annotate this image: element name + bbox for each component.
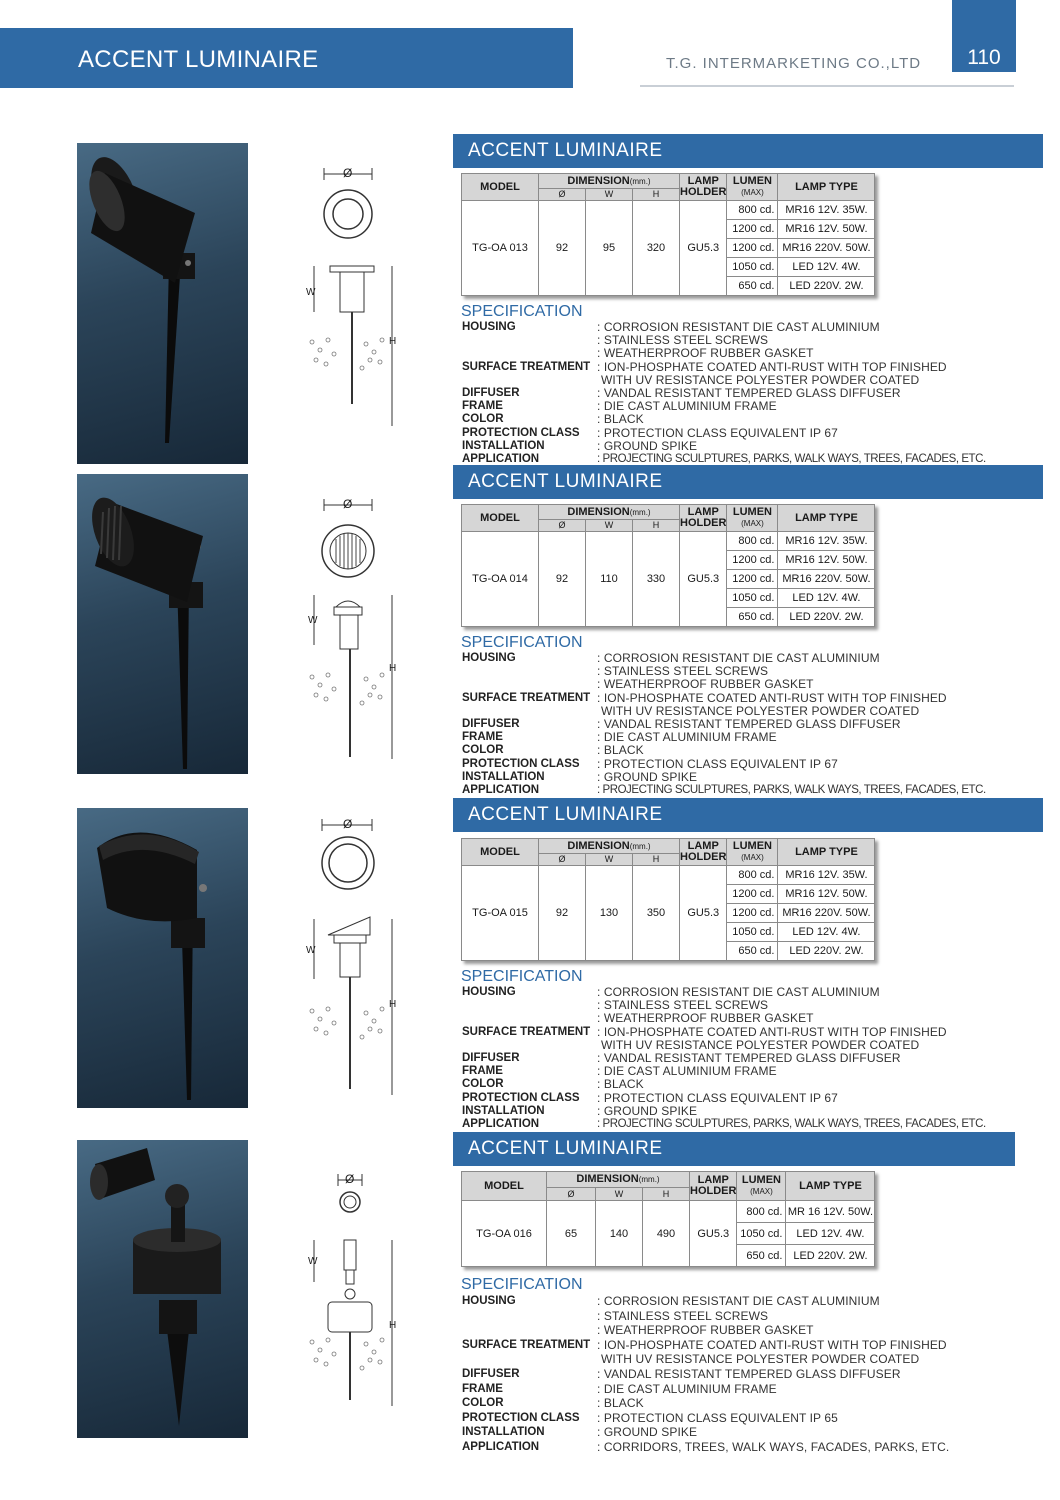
cell-lumen: 1200 cd.	[727, 570, 778, 589]
col-lumen	[727, 505, 778, 532]
spec-value-housing: : CORROSION RESISTANT DIE CAST ALUMINIUM	[597, 985, 880, 999]
spec-label-installation: INSTALLATION	[462, 439, 545, 452]
spec-label-diffuser: DIFFUSER	[462, 1367, 520, 1380]
section-title: ACCENT LUMINAIRE	[453, 1132, 1015, 1166]
col-model: MODEL	[462, 505, 539, 532]
col-h: H	[633, 854, 680, 866]
spec-value-housing: : CORROSION RESISTANT DIE CAST ALUMINIUM	[597, 651, 880, 665]
product-photo-tg-oa-013	[77, 143, 248, 464]
spec-value-application: : PROJECTING SCULPTURES, PARKS, WALK WAYS, TREES, FACADES, ETC.	[597, 784, 986, 797]
spec-label-color: COLOR	[462, 744, 504, 757]
cell-lamp-type: LED 12V. 4W.	[778, 923, 875, 942]
spec-value-surface-2: WITH UV RESISTANCE POLYESTER POWDER COATED	[601, 703, 920, 718]
cell-lamp-type: LED 220V. 2W.	[786, 1245, 875, 1267]
spec-value-diffuser: : VANDAL RESISTANT TEMPERED GLASS DIFFUSER	[597, 1051, 901, 1066]
diagram-label-dia: Ø	[345, 1172, 355, 1186]
spec-label-application: APPLICATION	[462, 784, 540, 797]
col-w: W	[586, 854, 633, 866]
col-lamp-holder-1: LAMP	[687, 840, 719, 852]
col-lamp-holder-2: HOLDER	[680, 186, 727, 198]
specification-list	[462, 652, 1043, 797]
cell-lamp-type: MR16 12V. 50W.	[778, 551, 875, 570]
cell-lumen: 1050 cd.	[727, 923, 778, 942]
spec-label-surface: SURFACE TREATMENT	[462, 691, 591, 704]
col-lamp-holder-2: HOLDER	[680, 517, 727, 529]
cell-model: TG-OA 013	[462, 201, 539, 296]
col-dimension	[539, 505, 680, 520]
cell-lumen: 1050 cd.	[727, 258, 778, 277]
col-lamp-holder	[680, 174, 727, 201]
spec-label-housing: HOUSING	[462, 321, 516, 333]
diagram-label-w: W	[306, 945, 316, 956]
col-dimension-label: DIMENSION	[567, 839, 630, 852]
cell-lamp-type: MR16 12V. 35W.	[778, 866, 875, 885]
spec-value-surface: : ION-PHOSPHATE COATED ANTI-RUST WITH TOP FINISHED	[597, 1337, 947, 1352]
cell-h: 330	[633, 532, 680, 627]
product-section-tg-oa-014	[453, 465, 1043, 797]
spec-value-screws: : STAINLESS STEEL SCREWS	[597, 333, 769, 348]
diagram-label-h: H	[389, 663, 397, 674]
spec-label-surface: SURFACE TREATMENT	[462, 1025, 591, 1038]
spec-value-diffuser: : VANDAL RESISTANT TEMPERED GLASS DIFFUSER	[597, 1366, 901, 1381]
cell-lumen: 650 cd.	[727, 942, 778, 961]
spec-table	[461, 838, 875, 961]
cell-lumen: 1200 cd.	[727, 551, 778, 570]
spec-label-frame: FRAME	[462, 1065, 503, 1078]
cell-lamp-type: MR16 220V. 50W.	[778, 239, 875, 258]
cell-holder: GU5.3	[680, 532, 727, 627]
col-lamp-holder-2: HOLDER	[680, 851, 727, 863]
cell-dia: 92	[539, 866, 586, 961]
spec-value-installation: : GROUND SPIKE	[597, 438, 698, 453]
cell-dia: 65	[547, 1201, 596, 1267]
spec-value-diffuser: : VANDAL RESISTANT TEMPERED GLASS DIFFUSER	[597, 386, 901, 401]
cell-lamp-type: LED 12V. 4W.	[778, 258, 875, 277]
product-section-tg-oa-016	[453, 1132, 1015, 1455]
cell-lumen: 1050 cd.	[737, 1223, 786, 1245]
product-photo-tg-oa-016	[77, 1140, 248, 1438]
col-dia: Ø	[539, 189, 586, 201]
col-w: W	[586, 520, 633, 532]
cell-w: 140	[596, 1201, 643, 1267]
spec-label-protection: PROTECTION CLASS	[462, 426, 580, 439]
col-dimension-label: DIMENSION	[576, 1173, 639, 1186]
col-lamp-type: LAMP TYPE	[778, 839, 875, 866]
spec-value-frame: : DIE CAST ALUMINIUM FRAME	[597, 399, 777, 414]
col-lumen-1: LUMEN	[741, 1174, 781, 1186]
cell-lamp-type: MR16 12V. 50W.	[778, 885, 875, 904]
spec-value-color: : BLACK	[597, 1077, 644, 1092]
col-lamp-holder	[690, 1172, 737, 1201]
spec-label-installation: INSTALLATION	[462, 770, 545, 783]
cell-dia: 92	[539, 532, 586, 627]
dimension-drawing-tg-oa-015	[300, 819, 410, 1097]
cell-h: 350	[633, 866, 680, 961]
spec-value-surface-2: WITH UV RESISTANCE POLYESTER POWDER COATED	[601, 1352, 920, 1367]
col-h: H	[633, 520, 680, 532]
spec-value-gasket: : WEATHERPROOF RUBBER GASKET	[597, 1011, 814, 1026]
col-model: MODEL	[462, 839, 539, 866]
dimension-drawing-tg-oa-013	[300, 164, 410, 429]
spec-label-surface: SURFACE TREATMENT	[462, 1338, 591, 1351]
col-lumen-1: LUMEN	[732, 175, 772, 187]
cell-lamp-type: LED 12V. 4W.	[786, 1223, 875, 1245]
page-number: 110	[967, 46, 1001, 69]
cell-lumen: 650 cd.	[727, 608, 778, 627]
spec-value-gasket: : WEATHERPROOF RUBBER GASKET	[597, 346, 814, 361]
col-dimension-label: DIMENSION	[567, 505, 630, 518]
diagram-label-dia: Ø	[343, 497, 353, 511]
cell-lamp-type: LED 220V. 2W.	[778, 277, 875, 296]
col-dia: Ø	[539, 854, 586, 866]
col-lamp-holder-2: HOLDER	[690, 1185, 737, 1197]
diagram-label-h: H	[389, 336, 397, 347]
spec-value-protection: : PROTECTION CLASS EQUIVALENT IP 67	[597, 756, 838, 771]
col-lamp-holder	[680, 505, 727, 532]
spec-value-screws: : STAINLESS STEEL SCREWS	[597, 664, 769, 679]
spec-label-frame: FRAME	[462, 731, 503, 744]
spec-label-application: APPLICATION	[462, 1118, 540, 1131]
cell-lumen: 1050 cd.	[727, 589, 778, 608]
section-title: ACCENT LUMINAIRE	[453, 465, 1043, 499]
col-lumen-1: LUMEN	[732, 840, 772, 852]
cell-lamp-type: MR16 12V. 50W.	[778, 220, 875, 239]
spec-label-color: COLOR	[462, 413, 504, 426]
spec-value-application: : PROJECTING SCULPTURES, PARKS, WALK WAYS, TREES, FACADES, ETC.	[597, 453, 986, 466]
spec-value-application: : CORRIDORS, TREES, WALK WAYS, FACADES, PARKS, ETC.	[597, 1439, 950, 1454]
col-lamp-holder	[680, 839, 727, 866]
col-dimension-unit: (mm.)	[629, 176, 651, 186]
col-model: MODEL	[462, 174, 539, 201]
col-dimension-unit: (mm.)	[629, 841, 651, 851]
spec-label-frame: FRAME	[462, 400, 503, 413]
col-dimension	[539, 839, 680, 854]
product-photo-tg-oa-014	[77, 474, 248, 774]
spec-label-installation: INSTALLATION	[462, 1426, 545, 1439]
col-dimension-label: DIMENSION	[567, 174, 630, 187]
cell-lamp-type: MR16 220V. 50W.	[778, 904, 875, 923]
col-dimension	[539, 174, 680, 189]
header-rule	[640, 85, 1014, 87]
cell-dia: 92	[539, 201, 586, 296]
page-number-tab	[952, 0, 1016, 72]
dimension-drawing-tg-oa-014	[300, 495, 410, 762]
spec-value-protection: : PROTECTION CLASS EQUIVALENT IP 65	[597, 1410, 838, 1425]
cell-lumen: 800 cd.	[737, 1201, 786, 1223]
col-dia: Ø	[539, 520, 586, 532]
spec-label-surface: SURFACE TREATMENT	[462, 360, 591, 373]
cell-model: TG-OA 016	[462, 1201, 547, 1267]
col-h: H	[643, 1188, 690, 1201]
product-section-tg-oa-015	[453, 798, 1043, 1131]
spec-value-housing: : CORROSION RESISTANT DIE CAST ALUMINIUM	[597, 320, 880, 334]
col-lamp-holder-1: LAMP	[687, 175, 719, 187]
cell-lamp-type: MR16 220V. 50W.	[778, 570, 875, 589]
col-lamp-type: LAMP TYPE	[778, 505, 875, 532]
spec-table	[461, 1171, 875, 1267]
col-model: MODEL	[462, 1172, 547, 1201]
cell-h: 490	[643, 1201, 690, 1267]
specification-list	[462, 1294, 1015, 1455]
col-dimension-unit: (mm.)	[629, 507, 651, 517]
col-w: W	[596, 1188, 643, 1201]
diagram-label-w: W	[306, 287, 316, 298]
specification-list	[462, 986, 1043, 1131]
spec-label-protection: PROTECTION CLASS	[462, 1411, 580, 1424]
cell-lumen: 800 cd.	[727, 532, 778, 551]
spec-label-housing: HOUSING	[462, 986, 516, 998]
diagram-label-dia: Ø	[343, 817, 353, 831]
col-lumen-2: (MAX)	[741, 188, 764, 197]
cell-lumen: 1200 cd.	[727, 885, 778, 904]
cell-lamp-type: LED 12V. 4W.	[778, 589, 875, 608]
diagram-label-h: H	[389, 999, 397, 1010]
spec-value-frame: : DIE CAST ALUMINIUM FRAME	[597, 730, 777, 745]
cell-h: 320	[633, 201, 680, 296]
cell-lumen: 1200 cd.	[727, 904, 778, 923]
col-lumen	[737, 1172, 786, 1201]
col-h: H	[633, 189, 680, 201]
spec-table	[461, 173, 875, 296]
spec-label-application: APPLICATION	[462, 1440, 540, 1453]
spec-label-installation: INSTALLATION	[462, 1104, 545, 1117]
cell-holder: GU5.3	[690, 1201, 737, 1267]
product-photo-tg-oa-015	[77, 808, 248, 1108]
spec-value-installation: : GROUND SPIKE	[597, 769, 698, 784]
spec-label-frame: FRAME	[462, 1382, 503, 1395]
cell-lumen: 650 cd.	[727, 277, 778, 296]
diagram-label-w: W	[308, 615, 318, 626]
spec-label-diffuser: DIFFUSER	[462, 387, 520, 400]
col-dimension	[547, 1172, 690, 1188]
diagram-label-w: W	[308, 1256, 318, 1267]
spec-value-frame: : DIE CAST ALUMINIUM FRAME	[597, 1381, 777, 1396]
col-w: W	[586, 189, 633, 201]
col-lumen-1: LUMEN	[732, 506, 772, 518]
spec-value-installation: : GROUND SPIKE	[597, 1103, 698, 1118]
spec-label-color: COLOR	[462, 1397, 504, 1410]
cell-holder: GU5.3	[680, 201, 727, 296]
cell-lamp-type: LED 220V. 2W.	[778, 608, 875, 627]
col-lamp-holder-1: LAMP	[697, 1174, 729, 1186]
spec-value-application: : PROJECTING SCULPTURES, PARKS, WALK WAYS, TREES, FACADES, ETC.	[597, 1118, 986, 1131]
col-lamp-holder-1: LAMP	[687, 506, 719, 518]
col-lumen-2: (MAX)	[750, 1187, 773, 1196]
specification-list	[462, 321, 1043, 466]
cell-lumen: 1200 cd.	[727, 220, 778, 239]
diagram-label-dia: Ø	[343, 166, 353, 180]
cell-model: TG-OA 014	[462, 532, 539, 627]
spec-value-gasket: : WEATHERPROOF RUBBER GASKET	[597, 677, 814, 692]
cell-model: TG-OA 015	[462, 866, 539, 961]
spec-value-color: : BLACK	[597, 743, 644, 758]
spec-label-housing: HOUSING	[462, 652, 516, 664]
spec-value-color: : BLACK	[597, 1396, 644, 1411]
col-lumen-2: (MAX)	[741, 853, 764, 862]
cell-lumen: 800 cd.	[727, 866, 778, 885]
cell-w: 130	[586, 866, 633, 961]
spec-label-protection: PROTECTION CLASS	[462, 1091, 580, 1104]
section-title: ACCENT LUMINAIRE	[453, 134, 1043, 168]
section-title: ACCENT LUMINAIRE	[453, 798, 1043, 832]
cell-lumen: 1200 cd.	[727, 239, 778, 258]
col-lumen	[727, 839, 778, 866]
spec-label-application: APPLICATION	[462, 453, 540, 466]
diagram-label-h: H	[389, 1320, 397, 1331]
cell-lamp-type: MR16 12V. 35W.	[778, 532, 875, 551]
cell-lamp-type: MR16 12V. 35W.	[778, 201, 875, 220]
page-title: ACCENT LUMINAIRE	[78, 46, 319, 73]
spec-table	[461, 504, 875, 627]
col-dimension-unit: (mm.)	[638, 1175, 660, 1185]
specification-heading: SPECIFICATION	[461, 303, 583, 320]
spec-value-surface: : ION-PHOSPHATE COATED ANTI-RUST WITH TOP FINISHED	[597, 690, 947, 705]
spec-label-color: COLOR	[462, 1078, 504, 1091]
spec-value-screws: : STAINLESS STEEL SCREWS	[597, 998, 769, 1013]
spec-label-housing: HOUSING	[462, 1295, 516, 1307]
col-lamp-type: LAMP TYPE	[786, 1172, 875, 1201]
col-dia: Ø	[547, 1188, 596, 1201]
spec-value-installation: : GROUND SPIKE	[597, 1425, 698, 1440]
spec-value-surface: : ION-PHOSPHATE COATED ANTI-RUST WITH TOP FINISHED	[597, 1024, 947, 1039]
spec-value-surface-2: WITH UV RESISTANCE POLYESTER POWDER COATED	[601, 372, 920, 387]
cell-lumen: 650 cd.	[737, 1245, 786, 1267]
col-lumen	[727, 174, 778, 201]
cell-lamp-type: LED 220V. 2W.	[778, 942, 875, 961]
col-lamp-type: LAMP TYPE	[778, 174, 875, 201]
product-section-tg-oa-013	[453, 134, 1043, 466]
spec-value-screws: : STAINLESS STEEL SCREWS	[597, 1308, 769, 1323]
spec-value-surface-2: WITH UV RESISTANCE POLYESTER POWDER COATED	[601, 1037, 920, 1052]
spec-value-diffuser: : VANDAL RESISTANT TEMPERED GLASS DIFFUSER	[597, 717, 901, 732]
cell-w: 110	[586, 532, 633, 627]
spec-label-diffuser: DIFFUSER	[462, 1052, 520, 1065]
spec-value-protection: : PROTECTION CLASS EQUIVALENT IP 67	[597, 425, 838, 440]
header-band	[0, 28, 573, 88]
cell-w: 95	[586, 201, 633, 296]
spec-value-protection: : PROTECTION CLASS EQUIVALENT IP 67	[597, 1090, 838, 1105]
cell-lamp-type: MR 16 12V. 50W.	[786, 1201, 875, 1223]
dimension-drawing-tg-oa-016	[300, 1170, 410, 1438]
cell-holder: GU5.3	[680, 866, 727, 961]
col-lumen-2: (MAX)	[741, 519, 764, 528]
spec-value-housing: : CORROSION RESISTANT DIE CAST ALUMINIUM	[597, 1294, 880, 1308]
spec-value-surface: : ION-PHOSPHATE COATED ANTI-RUST WITH TOP FINISHED	[597, 359, 947, 374]
specification-heading: SPECIFICATION	[461, 634, 583, 651]
spec-value-frame: : DIE CAST ALUMINIUM FRAME	[597, 1064, 777, 1079]
specification-heading: SPECIFICATION	[461, 968, 583, 985]
company-name: T.G. INTERMARKETING CO.,LTD	[666, 55, 922, 72]
spec-value-color: : BLACK	[597, 412, 644, 427]
spec-label-diffuser: DIFFUSER	[462, 718, 520, 731]
spec-label-protection: PROTECTION CLASS	[462, 757, 580, 770]
cell-lumen: 800 cd.	[727, 201, 778, 220]
specification-heading: SPECIFICATION	[461, 1276, 583, 1293]
spec-value-gasket: : WEATHERPROOF RUBBER GASKET	[597, 1323, 814, 1338]
